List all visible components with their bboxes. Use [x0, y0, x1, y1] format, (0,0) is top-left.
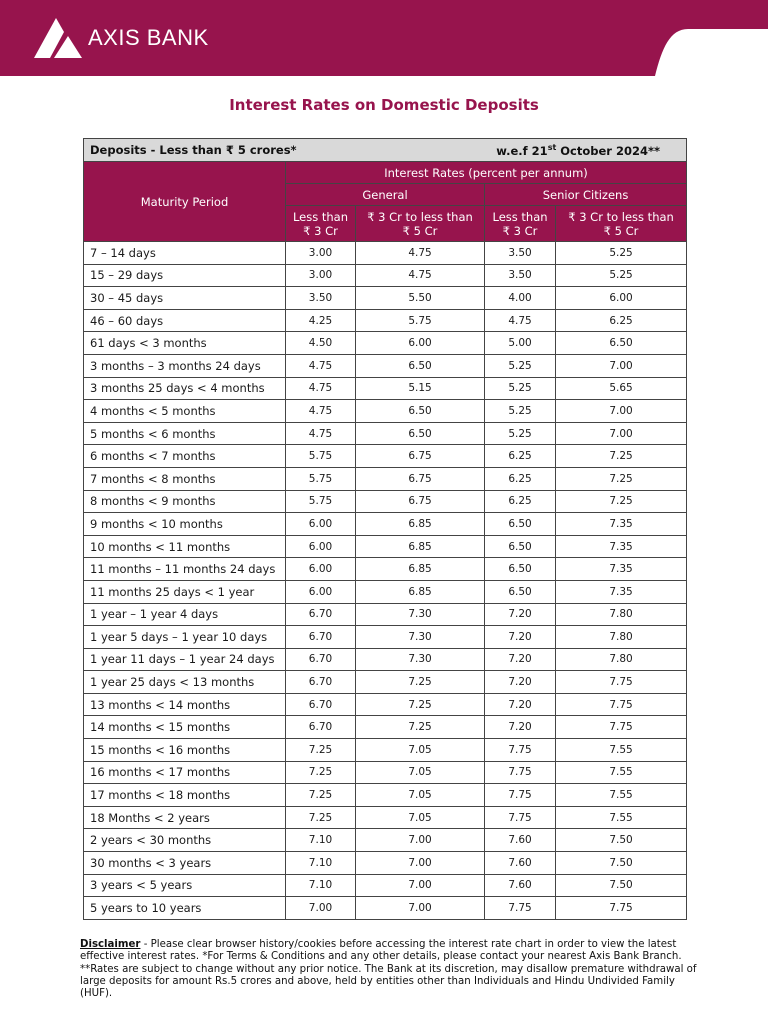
general-less-than-3cr-cell: 6.70 — [286, 671, 356, 694]
senior-less-than-3cr-cell: 7.20 — [485, 603, 556, 626]
maturity-period-cell: 3 months – 3 months 24 days — [84, 354, 286, 377]
senior-less-than-3cr-cell: 7.60 — [485, 874, 556, 897]
senior-less-than-3cr-cell: 6.25 — [485, 490, 556, 513]
senior-less-than-3cr-header: Less than ₹ 3 Cr — [485, 206, 556, 242]
maturity-period-cell: 1 year – 1 year 4 days — [84, 603, 286, 626]
table-row — [84, 648, 687, 671]
general-3cr-to-5cr-cell: 6.75 — [356, 467, 485, 490]
senior-3cr-to-5cr-cell: 7.75 — [556, 716, 687, 739]
table-row — [84, 671, 687, 694]
general-less-than-3cr-cell: 3.00 — [286, 242, 356, 265]
senior-less-than-3cr-cell: 7.75 — [485, 739, 556, 762]
maturity-period-cell: 4 months < 5 months — [84, 400, 286, 423]
senior-less-than-3cr-cell: 3.50 — [485, 264, 556, 287]
table-row — [84, 874, 687, 897]
senior-3cr-to-5cr-cell: 7.75 — [556, 897, 687, 920]
maturity-period-cell: 1 year 5 days – 1 year 10 days — [84, 626, 286, 649]
axis-bank-logo — [34, 18, 209, 58]
table-row — [84, 739, 687, 762]
senior-3cr-to-5cr-cell: 7.35 — [556, 558, 687, 581]
interest-rate-table — [83, 138, 687, 920]
table-row — [84, 354, 687, 377]
maturity-period-cell: 46 – 60 days — [84, 309, 286, 332]
table-row — [84, 445, 687, 468]
maturity-period-cell: 3 months 25 days < 4 months — [84, 377, 286, 400]
senior-3cr-to-5cr-cell: 7.25 — [556, 445, 687, 468]
general-3cr-to-5cr-cell: 7.05 — [356, 739, 485, 762]
senior-3cr-to-5cr-cell: 7.55 — [556, 784, 687, 807]
maturity-period-cell: 18 Months < 2 years — [84, 806, 286, 829]
general-3cr-to-5cr-cell: 7.25 — [356, 693, 485, 716]
table-row — [84, 897, 687, 920]
general-less-than-3cr-cell: 4.75 — [286, 354, 356, 377]
general-3cr-to-5cr-cell: 4.75 — [356, 264, 485, 287]
general-less-than-3cr-cell: 6.00 — [286, 513, 356, 536]
table-row — [84, 580, 687, 603]
general-3cr-to-5cr-cell: 6.85 — [356, 513, 485, 536]
effective-date-label: w.e.f 21st October 2024** — [485, 139, 687, 162]
table-row — [84, 513, 687, 536]
table-row — [84, 852, 687, 875]
maturity-period-cell: 11 months – 11 months 24 days — [84, 558, 286, 581]
general-less-than-3cr-cell: 6.00 — [286, 535, 356, 558]
general-3cr-to-5cr-cell: 7.05 — [356, 761, 485, 784]
senior-less-than-3cr-cell: 7.20 — [485, 648, 556, 671]
senior-3cr-to-5cr-cell: 7.50 — [556, 874, 687, 897]
disclaimer-text: - Please clear browser history/cookies before accessing the interest rate chart in order to view the latest effective interest rates. *For Terms & Conditions and any other details, please contact your nearest Axis Bank Branch. **Rates are subject to change without any prior notice. The Bank at its discretion, may disallow premature withdrawal of large deposits for amount Rs.5 crores and above, held by entities other than Individuals and Hindu Undivided Family (HUF). — [80, 939, 697, 1000]
general-3cr-to-5cr-cell: 7.00 — [356, 874, 485, 897]
page-title: Interest Rates on Domestic Deposits — [229, 96, 539, 114]
table-row — [84, 716, 687, 739]
senior-3cr-to-5cr-header: ₹ 3 Cr to less than ₹ 5 Cr — [556, 206, 687, 242]
senior-3cr-to-5cr-cell: 7.35 — [556, 580, 687, 603]
general-less-than-3cr-cell: 5.75 — [286, 445, 356, 468]
general-3cr-to-5cr-cell: 7.30 — [356, 626, 485, 649]
general-less-than-3cr-cell: 3.50 — [286, 287, 356, 310]
maturity-period-cell: 2 years < 30 months — [84, 829, 286, 852]
senior-less-than-3cr-cell: 6.50 — [485, 535, 556, 558]
maturity-period-cell: 5 years to 10 years — [84, 897, 286, 920]
senior-less-than-3cr-cell: 5.25 — [485, 400, 556, 423]
maturity-period-cell: 7 – 14 days — [84, 242, 286, 265]
general-3cr-to-5cr-cell: 7.05 — [356, 806, 485, 829]
senior-less-than-3cr-cell: 5.25 — [485, 354, 556, 377]
general-less-than-3cr-cell: 7.10 — [286, 852, 356, 875]
table-row — [84, 400, 687, 423]
senior-3cr-to-5cr-cell: 6.25 — [556, 309, 687, 332]
maturity-period-cell: 17 months < 18 months — [84, 784, 286, 807]
general-less-than-3cr-cell: 7.25 — [286, 784, 356, 807]
senior-less-than-3cr-cell: 5.00 — [485, 332, 556, 355]
general-less-than-3cr-cell: 6.70 — [286, 648, 356, 671]
general-3cr-to-5cr-cell: 6.50 — [356, 400, 485, 423]
general-less-than-3cr-cell: 4.25 — [286, 309, 356, 332]
general-less-than-3cr-cell: 4.50 — [286, 332, 356, 355]
general-3cr-to-5cr-cell: 7.25 — [356, 716, 485, 739]
general-3cr-to-5cr-cell: 5.75 — [356, 309, 485, 332]
general-less-than-3cr-cell: 7.00 — [286, 897, 356, 920]
senior-3cr-to-5cr-cell: 7.25 — [556, 467, 687, 490]
maturity-period-cell: 16 months < 17 months — [84, 761, 286, 784]
senior-3cr-to-5cr-cell: 7.80 — [556, 626, 687, 649]
general-3cr-to-5cr-cell: 4.75 — [356, 242, 485, 265]
maturity-period-cell: 9 months < 10 months — [84, 513, 286, 536]
general-3cr-to-5cr-cell: 7.30 — [356, 648, 485, 671]
senior-3cr-to-5cr-cell: 5.65 — [556, 377, 687, 400]
general-less-than-3cr-cell: 6.00 — [286, 580, 356, 603]
senior-less-than-3cr-cell: 6.50 — [485, 558, 556, 581]
general-less-than-3cr-cell: 6.70 — [286, 693, 356, 716]
senior-3cr-to-5cr-cell: 7.55 — [556, 739, 687, 762]
table-row — [84, 535, 687, 558]
general-less-than-3cr-cell: 6.70 — [286, 716, 356, 739]
table-row — [84, 490, 687, 513]
maturity-period-cell: 5 months < 6 months — [84, 422, 286, 445]
senior-3cr-to-5cr-cell: 7.80 — [556, 603, 687, 626]
general-less-than-3cr-cell: 7.10 — [286, 829, 356, 852]
senior-less-than-3cr-cell: 5.25 — [485, 377, 556, 400]
maturity-period-cell: 8 months < 9 months — [84, 490, 286, 513]
axis-logo-icon — [34, 18, 82, 58]
general-3cr-to-5cr-cell: 6.75 — [356, 445, 485, 468]
senior-3cr-to-5cr-cell: 6.00 — [556, 287, 687, 310]
senior-less-than-3cr-cell: 7.20 — [485, 693, 556, 716]
senior-3cr-to-5cr-cell: 7.80 — [556, 648, 687, 671]
general-less-than-3cr-header: Less than ₹ 3 Cr — [286, 206, 356, 242]
rate-table-body — [84, 242, 687, 920]
disclaimer — [80, 939, 700, 1000]
senior-less-than-3cr-cell: 6.50 — [485, 513, 556, 536]
general-less-than-3cr-cell: 4.75 — [286, 377, 356, 400]
maturity-period-cell: 7 months < 8 months — [84, 467, 286, 490]
table-row — [84, 467, 687, 490]
table-row — [84, 829, 687, 852]
senior-less-than-3cr-cell: 7.75 — [485, 806, 556, 829]
senior-3cr-to-5cr-cell: 7.00 — [556, 422, 687, 445]
senior-3cr-to-5cr-cell: 7.25 — [556, 490, 687, 513]
senior-less-than-3cr-cell: 7.20 — [485, 626, 556, 649]
senior-less-than-3cr-cell: 7.60 — [485, 852, 556, 875]
general-less-than-3cr-cell: 6.70 — [286, 626, 356, 649]
general-3cr-to-5cr-cell: 6.85 — [356, 535, 485, 558]
senior-less-than-3cr-cell: 7.60 — [485, 829, 556, 852]
table-row — [84, 422, 687, 445]
senior-3cr-to-5cr-cell: 7.35 — [556, 535, 687, 558]
senior-3cr-to-5cr-cell: 7.55 — [556, 761, 687, 784]
senior-3cr-to-5cr-cell: 7.00 — [556, 400, 687, 423]
table-row — [84, 693, 687, 716]
senior-3cr-to-5cr-cell: 6.50 — [556, 332, 687, 355]
general-less-than-3cr-cell: 7.25 — [286, 806, 356, 829]
senior-less-than-3cr-cell: 3.50 — [485, 242, 556, 265]
maturity-period-cell: 30 – 45 days — [84, 287, 286, 310]
table-row — [84, 309, 687, 332]
senior-3cr-to-5cr-cell: 7.35 — [556, 513, 687, 536]
maturity-period-cell: 10 months < 11 months — [84, 535, 286, 558]
senior-citizens-header: Senior Citizens — [485, 184, 687, 206]
maturity-period-cell: 6 months < 7 months — [84, 445, 286, 468]
maturity-period-cell: 15 – 29 days — [84, 264, 286, 287]
brand-name: AXIS BANK — [88, 25, 209, 50]
maturity-period-cell: 1 year 25 days < 13 months — [84, 671, 286, 694]
general-3cr-to-5cr-cell: 7.25 — [356, 671, 485, 694]
general-3cr-to-5cr-cell: 5.50 — [356, 287, 485, 310]
senior-3cr-to-5cr-cell: 7.55 — [556, 806, 687, 829]
general-3cr-to-5cr-cell: 7.00 — [356, 829, 485, 852]
table-row — [84, 626, 687, 649]
senior-3cr-to-5cr-cell: 7.75 — [556, 671, 687, 694]
general-less-than-3cr-cell: 7.25 — [286, 761, 356, 784]
maturity-period-cell: 1 year 11 days – 1 year 24 days — [84, 648, 286, 671]
general-less-than-3cr-cell: 6.00 — [286, 558, 356, 581]
general-3cr-to-5cr-cell: 6.75 — [356, 490, 485, 513]
senior-less-than-3cr-cell: 5.25 — [485, 422, 556, 445]
maturity-period-cell: 15 months < 16 months — [84, 739, 286, 762]
maturity-period-cell: 61 days < 3 months — [84, 332, 286, 355]
general-3cr-to-5cr-cell: 7.00 — [356, 897, 485, 920]
senior-3cr-to-5cr-cell: 7.50 — [556, 852, 687, 875]
general-less-than-3cr-cell: 7.25 — [286, 739, 356, 762]
general-less-than-3cr-cell: 6.70 — [286, 603, 356, 626]
general-3cr-to-5cr-cell: 6.85 — [356, 558, 485, 581]
maturity-period-header: Maturity Period — [84, 162, 286, 242]
general-less-than-3cr-cell: 3.00 — [286, 264, 356, 287]
table-row — [84, 806, 687, 829]
general-3cr-to-5cr-cell: 7.00 — [356, 852, 485, 875]
senior-less-than-3cr-cell: 7.20 — [485, 716, 556, 739]
general-3cr-to-5cr-cell: 6.50 — [356, 354, 485, 377]
general-3cr-to-5cr-cell: 7.05 — [356, 784, 485, 807]
maturity-period-cell: 11 months 25 days < 1 year — [84, 580, 286, 603]
senior-3cr-to-5cr-cell: 7.00 — [556, 354, 687, 377]
maturity-period-cell: 30 months < 3 years — [84, 852, 286, 875]
table-info-bar — [84, 139, 687, 162]
table-row — [84, 264, 687, 287]
senior-less-than-3cr-cell: 6.25 — [485, 467, 556, 490]
general-3cr-to-5cr-cell: 6.50 — [356, 422, 485, 445]
deposit-category-label: Deposits - Less than ₹ 5 crores* — [84, 139, 485, 162]
senior-less-than-3cr-cell: 6.25 — [485, 445, 556, 468]
senior-3cr-to-5cr-cell: 7.75 — [556, 693, 687, 716]
maturity-period-cell: 3 years < 5 years — [84, 874, 286, 897]
senior-less-than-3cr-cell: 4.00 — [485, 287, 556, 310]
maturity-period-cell: 14 months < 15 months — [84, 716, 286, 739]
interest-rates-header: Interest Rates (percent per annum) — [286, 162, 687, 184]
disclaimer-title: Disclaimer — [80, 939, 141, 950]
senior-less-than-3cr-cell: 7.75 — [485, 761, 556, 784]
table-row — [84, 558, 687, 581]
general-less-than-3cr-cell: 5.75 — [286, 490, 356, 513]
table-row — [84, 332, 687, 355]
table-row — [84, 784, 687, 807]
senior-3cr-to-5cr-cell: 5.25 — [556, 242, 687, 265]
senior-less-than-3cr-cell: 7.75 — [485, 897, 556, 920]
senior-3cr-to-5cr-cell: 5.25 — [556, 264, 687, 287]
maturity-period-cell: 13 months < 14 months — [84, 693, 286, 716]
general-3cr-to-5cr-cell: 6.85 — [356, 580, 485, 603]
senior-less-than-3cr-cell: 4.75 — [485, 309, 556, 332]
general-header: General — [286, 184, 485, 206]
general-3cr-to-5cr-cell: 6.00 — [356, 332, 485, 355]
general-less-than-3cr-cell: 4.75 — [286, 422, 356, 445]
senior-less-than-3cr-cell: 7.75 — [485, 784, 556, 807]
table-row — [84, 287, 687, 310]
general-3cr-to-5cr-header: ₹ 3 Cr to less than ₹ 5 Cr — [356, 206, 485, 242]
table-row — [84, 603, 687, 626]
table-row — [84, 761, 687, 784]
general-3cr-to-5cr-cell: 7.30 — [356, 603, 485, 626]
table-row — [84, 377, 687, 400]
senior-3cr-to-5cr-cell: 7.50 — [556, 829, 687, 852]
general-less-than-3cr-cell: 5.75 — [286, 467, 356, 490]
general-less-than-3cr-cell: 4.75 — [286, 400, 356, 423]
general-less-than-3cr-cell: 7.10 — [286, 874, 356, 897]
senior-less-than-3cr-cell: 7.20 — [485, 671, 556, 694]
senior-less-than-3cr-cell: 6.50 — [485, 580, 556, 603]
table-row — [84, 242, 687, 265]
general-3cr-to-5cr-cell: 5.15 — [356, 377, 485, 400]
table-header-row-1 — [84, 162, 687, 184]
